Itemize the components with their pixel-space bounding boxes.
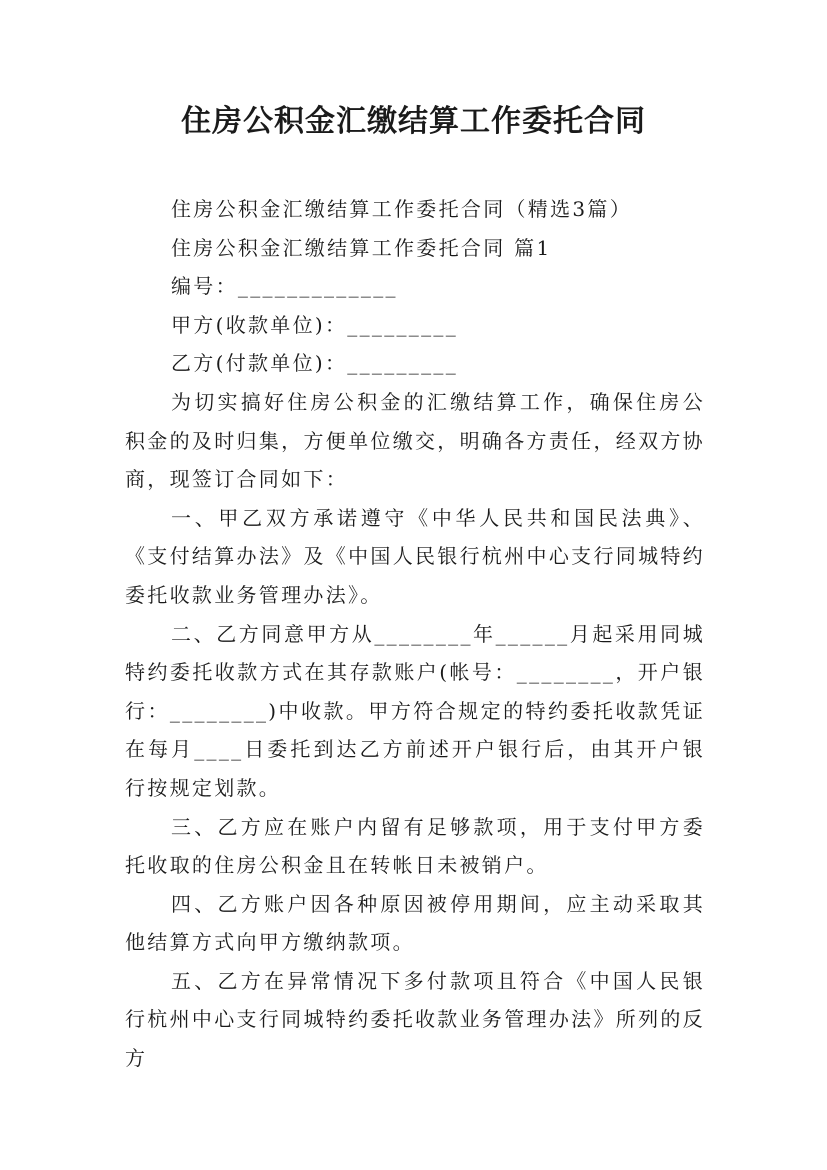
document-title: 住房公积金汇缴结算工作委托合同 — [181, 104, 646, 139]
party-b-line: 乙方(付款单位)：_________ — [171, 351, 459, 376]
paragraph-clause-3: 三、乙方应在账户内留有足够款项，用于支付甲方委托收取的住房公积金且在转帐日未被销户。 — [125, 814, 705, 878]
document-body — [125, 190, 705, 1078]
paragraph-clause-1: 一、甲乙双方承诺遵守《中华人民共和国民法典》、《支付结算办法》及《中国人民银行杭州中心支行同城特约委托收款业务管理办法》。 — [125, 505, 705, 607]
contract-number-line: 编号：_____________ — [171, 274, 398, 299]
subtitle-line: 住房公积金汇缴结算工作委托合同（精选3篇） — [171, 197, 633, 221]
paragraph-clause-4: 四、乙方账户因各种原因被停用期间，应主动采取其他结算方式向甲方缴纳款项。 — [125, 891, 705, 955]
paragraph-clause-5: 五、乙方在异常情况下多付款项且符合《中国人民银行杭州中心支行同城特约委托收款业务管理办法》所列的反方 — [125, 968, 705, 1071]
paragraph-preamble: 为切实搞好住房公积金的汇缴结算工作，确保住房公积金的及时归集，方便单位缴交，明确各方责任，经双方协商，现签订合同如下： — [125, 389, 705, 492]
section-heading: 住房公积金汇缴结算工作委托合同 篇1 — [171, 235, 552, 260]
party-a-line: 甲方(收款单位)：_________ — [171, 312, 459, 337]
paragraph-clause-2: 二、乙方同意甲方从________年______月起采用同城特约委托收款方式在其存款账户(帐号：________，开户银行：________)中收款。甲方符合规定的特约委托收款凭证在每月____日委托到达乙方前述开户银行后，由其开户银行按规定划款。 — [125, 621, 705, 800]
